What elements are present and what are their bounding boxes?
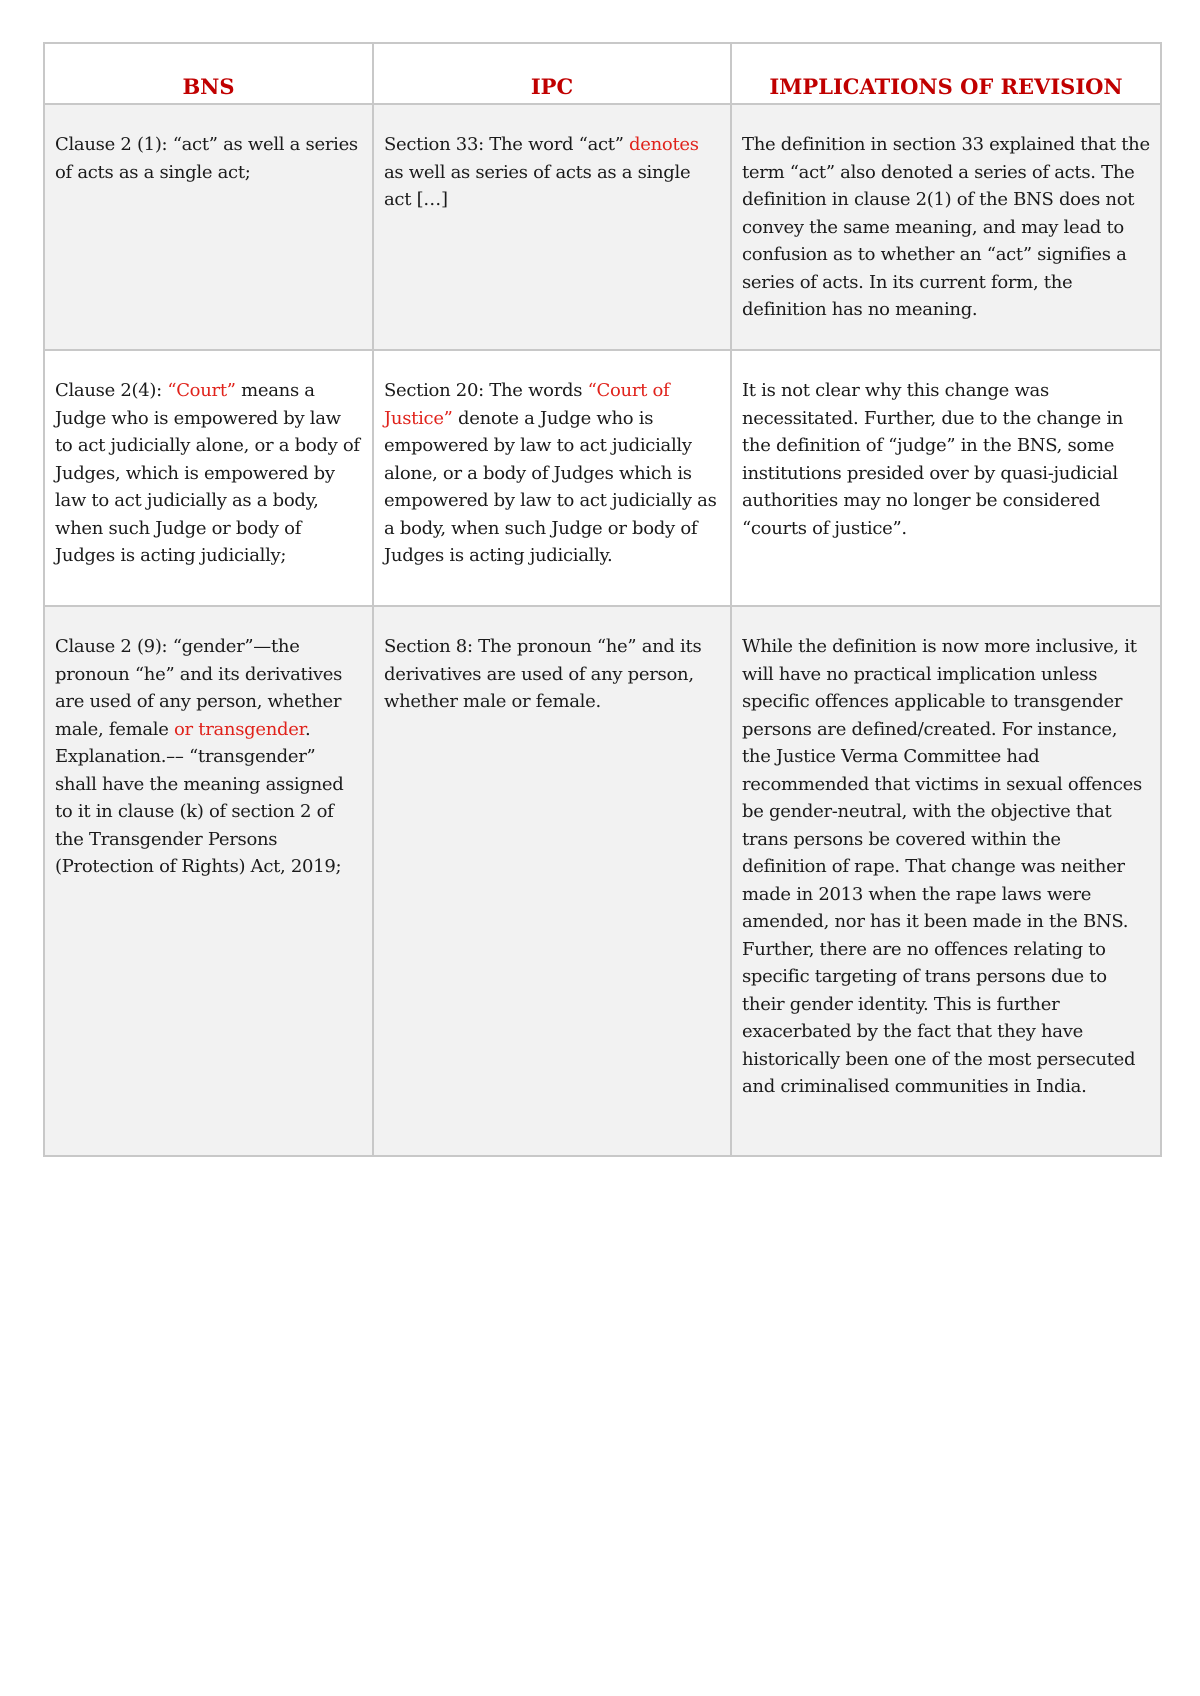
table-header-row [44,43,1161,104]
table-row [44,104,1161,350]
cell-text: While the definition is now more inclusive, it will have no practical implication unless specific offences applicable to transgender persons are defined/created. For instance, the Justice Verma Committee had recommended that victims in sexual offences be gender-neutral, with the objective that trans persons be covered within the definition of rape. That change was neither made in 2013 when the rape laws were amended, nor has it been made in the BNS. Further, there are no offences relating to specific targeting of trans persons due to their gender identity. This is further exacerbated by the fact that they have historically been one of the most persecuted and criminalised communities in India. [742,636,1142,1097]
cell-ipc [373,606,731,1156]
cell-text: . Explanation.–– “transgender” shall have the meaning assigned to it in clause (k) of section 2 of the Transgender Persons (Protection of Rights) Act, 2019; [55,718,344,877]
cell-text: Section 33: The word “act” [384,134,630,155]
table-row [44,606,1161,1156]
document-page [43,42,1160,1157]
cell-text: Clause 2 (9): “gender”—the pronoun “he” and its derivatives are used of any person, whether male, female [55,636,343,740]
column-header-bns [44,43,373,104]
cell-ipc [373,350,731,606]
cell-bns [44,606,373,1156]
cell-text: denote a Judge who is empowered by law to act judicially alone, or a body of Judges which is empowered by law to act judicially as a body, when such Judge or body of Judges is acting judicially. [384,407,717,566]
cell-text: Clause 2 (1): “act” as well a series of acts as a single act; [55,134,358,183]
comparison-table [43,42,1162,1157]
table-row [44,350,1161,606]
cell-implications [731,606,1161,1156]
cell-implications [731,104,1161,350]
cell-text: Section 20: The words [384,380,588,401]
column-header-label: IPC [530,74,574,99]
cell-text: Section 8: The pronoun “he” and its derivatives are used of any person, whether male or female. [384,636,702,712]
column-header-ipc [373,43,731,104]
column-header-label: IMPLICATIONS OF REVISION [769,74,1123,99]
cell-text: Clause 2(4): [55,380,168,401]
column-header-implications [731,43,1161,104]
cell-text: means a Judge who is empowered by law to act judicially alone, or a body of Judges, which is empowered by law to act judicially as a body, when such Judge or body of Judges is acting judicially; [55,380,360,566]
cell-bns [44,350,373,606]
cell-ipc [373,104,731,350]
cell-text: It is not clear why this change was necessitated. Further, due to the change in the definition of “judge” in the BNS, some institutions presided over by quasi-judicial authorities may no longer be considered “courts of justice”. [742,380,1124,539]
cell-text: The definition in section 33 explained that the term “act” also denoted a series of acts. The definition in clause 2(1) of the BNS does not convey the same meaning, and may lead to confusion as to whether an “act” signifies a series of acts. In its current form, the definition has no meaning. [742,134,1150,320]
column-header-label: BNS [182,74,235,99]
highlighted-text: “Court” [167,380,236,401]
cell-bns [44,104,373,350]
cell-implications [731,350,1161,606]
highlighted-text: denotes [629,134,699,155]
highlighted-text: or transgender [174,718,305,740]
cell-text: as well as series of acts as a single act […] [384,161,691,210]
highlighted-text: “Court of Justice” [384,380,670,429]
